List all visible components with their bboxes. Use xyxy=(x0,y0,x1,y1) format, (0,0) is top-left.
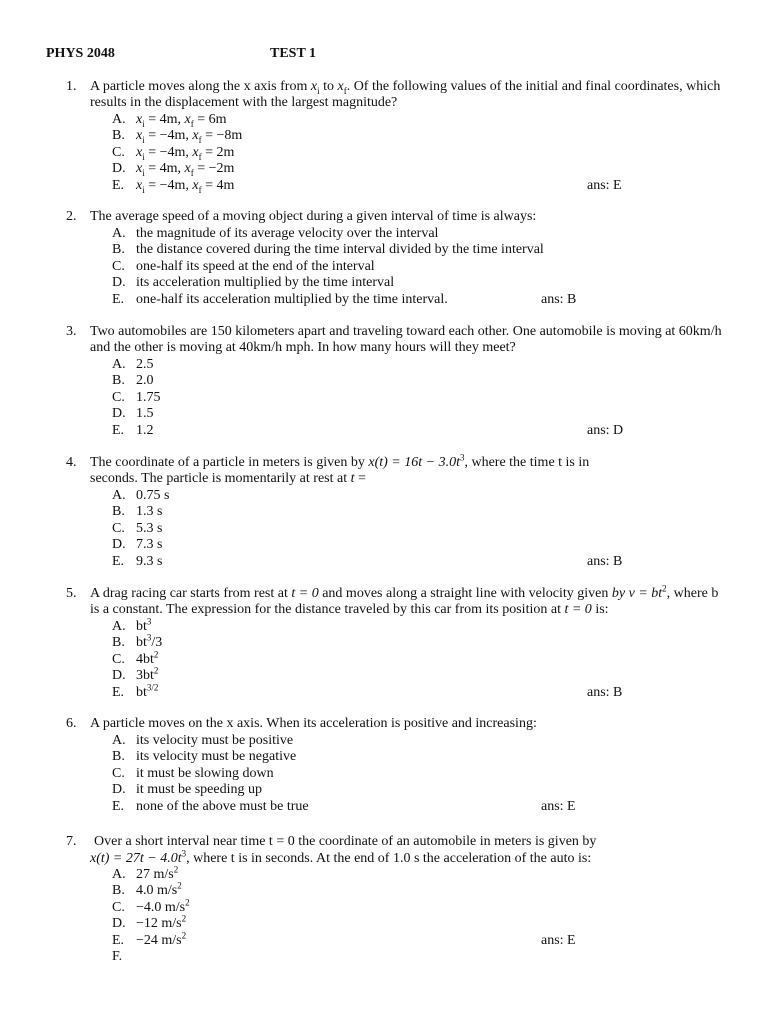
answer-key: ans: B xyxy=(541,291,577,307)
var-x: x xyxy=(136,144,143,160)
formula: t = 0 xyxy=(291,586,319,601)
answer-key: ans: B xyxy=(587,684,623,700)
option-text: 1.3 s xyxy=(136,504,163,520)
option-letter: B. xyxy=(112,883,125,899)
option-letter: E. xyxy=(112,798,125,814)
answer-key: ans: E xyxy=(541,932,576,948)
option-letter: C. xyxy=(112,144,125,160)
option-letter: C. xyxy=(112,520,125,536)
question-text-part: , where t is in seconds. At the end of 1.0 s the acceleration of the auto is: xyxy=(186,851,592,866)
exponent: 3 xyxy=(459,452,465,463)
option-text: its velocity must be negative xyxy=(136,749,297,765)
option-letter: E. xyxy=(112,932,125,948)
question-text xyxy=(90,79,730,112)
option-letter: C. xyxy=(112,258,125,274)
option-text xyxy=(136,112,227,128)
var-x: x xyxy=(184,161,191,177)
option-text: 7.3 s xyxy=(136,537,163,553)
value: bt xyxy=(136,635,147,651)
option-text: the distance covered during the time interval divided by the time interval xyxy=(136,242,544,258)
question-text-part: , where the time t is in seconds. The particle is momentarily at rest at xyxy=(90,455,590,487)
exponent: 2 xyxy=(177,880,182,891)
question-text: The average speed of a moving object during a given interval of time is always: xyxy=(90,209,537,224)
option-letter: B. xyxy=(112,242,125,258)
option-text xyxy=(136,161,234,177)
question-text-part: = xyxy=(354,471,366,487)
question-text-part: is: xyxy=(591,602,609,618)
subscript-i: i xyxy=(142,167,145,178)
value: = 6m xyxy=(193,112,227,127)
option-letter: F. xyxy=(112,948,123,964)
option-letter: D. xyxy=(112,537,126,553)
option-letter: D. xyxy=(112,406,126,422)
option-text: 1.2 xyxy=(136,422,154,438)
subscript-f: f xyxy=(198,135,202,146)
question-text xyxy=(90,583,730,619)
exponent: 3 xyxy=(146,616,152,627)
option-letter: E. xyxy=(112,553,125,569)
option-letter: C. xyxy=(112,651,125,667)
var-x: x xyxy=(337,79,344,94)
question-text-line-2 xyxy=(90,848,730,867)
exponent: 3 xyxy=(181,848,187,859)
subscript-i: i xyxy=(142,151,145,162)
option-text: its velocity must be positive xyxy=(136,733,294,748)
option-letter: A. xyxy=(112,733,126,748)
option-text: 1.75 xyxy=(136,389,161,405)
option-text xyxy=(136,145,234,161)
test-title: TEST 1 xyxy=(270,46,317,61)
option-letter: D. xyxy=(112,275,126,291)
question-number: 4. xyxy=(66,455,77,470)
page-header xyxy=(46,46,726,64)
option-text xyxy=(136,929,187,949)
value: 4bt xyxy=(136,651,154,667)
option-text xyxy=(136,178,234,194)
option-text: 9.3 s xyxy=(136,553,163,569)
question-text xyxy=(90,452,600,488)
option-letter: B. xyxy=(112,128,125,144)
exponent: 2 xyxy=(662,583,667,594)
option-text: it must be slowing down xyxy=(136,765,274,781)
option-letter: E. xyxy=(112,684,125,700)
question-number: 5. xyxy=(66,586,77,601)
answer-key: ans: D xyxy=(587,422,624,438)
option-text: 5.3 s xyxy=(136,520,163,536)
option-text xyxy=(136,681,159,701)
option-letter: E. xyxy=(112,177,125,193)
option-letter: C. xyxy=(112,389,125,405)
exponent: 2 xyxy=(181,929,187,940)
answer-key: ans: B xyxy=(587,553,623,569)
option-letter: B. xyxy=(112,635,125,651)
subscript-f: f xyxy=(198,184,202,195)
question-text: Over a short interval near time t = 0 the coordinate of an automobile in meters is given by xyxy=(94,834,597,849)
value: = 4m xyxy=(201,177,235,193)
value: bt xyxy=(136,619,147,634)
var-x: x xyxy=(136,128,143,144)
question-text-part: . Of the following values of the initial and final coordinates, which results in the displacement with the largest magnitude? xyxy=(90,79,721,111)
var-x: x xyxy=(192,177,199,193)
option-text: 2.0 xyxy=(136,373,154,389)
option-letter: D. xyxy=(112,916,126,932)
value: = 2m xyxy=(201,144,235,160)
option-letter: B. xyxy=(112,373,125,389)
exponent: 2 xyxy=(181,913,187,924)
exponent: 2 xyxy=(153,665,159,676)
value: = 4m, xyxy=(144,112,185,127)
var-x: x xyxy=(192,128,199,144)
question-number: 6. xyxy=(66,716,77,731)
subscript-i: i xyxy=(142,184,145,195)
option-text: 2.5 xyxy=(136,357,154,372)
subscript-i: i xyxy=(317,85,320,96)
var-x: x xyxy=(136,112,143,127)
question-number: 7. xyxy=(66,834,77,849)
exponent: 3/2 xyxy=(146,681,159,692)
option-letter: B. xyxy=(112,749,125,765)
option-text xyxy=(136,864,179,883)
option-text: none of the above must be true xyxy=(136,798,309,814)
exponent: 2 xyxy=(153,649,159,660)
option-letter: B. xyxy=(112,504,125,520)
option-text: the magnitude of its average velocity over the interval xyxy=(136,226,439,241)
exponent: 2 xyxy=(185,897,190,908)
var-x: x xyxy=(310,79,318,94)
value: 3bt xyxy=(136,668,154,684)
subscript-i: i xyxy=(142,118,145,129)
answer-key: ans: E xyxy=(541,798,576,814)
exponent: 3 xyxy=(146,632,152,643)
var-x: x xyxy=(184,112,191,127)
option-letter: D. xyxy=(112,782,126,798)
option-text: 0.75 s xyxy=(136,488,170,503)
value: = −2m xyxy=(193,161,235,177)
value: bt xyxy=(136,684,147,700)
option-letter: A. xyxy=(112,488,126,503)
var-x: x xyxy=(136,177,143,193)
option-letter: A. xyxy=(112,112,126,127)
subscript-f: f xyxy=(190,167,194,178)
answer-key: ans: E xyxy=(587,177,622,193)
value: = −4m, xyxy=(144,144,193,160)
value: −4.0 m/s xyxy=(136,899,186,915)
subscript-f: f xyxy=(343,85,347,96)
question-number: 2. xyxy=(66,209,77,224)
option-letter: A. xyxy=(112,357,126,372)
formula: x(t) = 16t − 3.0t xyxy=(368,455,460,470)
question-text-part: and moves along a straight line with velocity given xyxy=(318,586,612,601)
var-x: x xyxy=(136,161,143,177)
option-text xyxy=(136,880,182,899)
option-text: one-half its speed at the end of the interval xyxy=(136,258,375,274)
value: = −4m, xyxy=(144,177,193,193)
subscript-f: f xyxy=(198,151,202,162)
option-text: one-half its acceleration multiplied by the time interval. xyxy=(136,291,448,307)
formula: by v = bt xyxy=(611,586,663,601)
subscript-i: i xyxy=(142,135,145,146)
option-text: it must be speeding up xyxy=(136,782,262,798)
option-letter: D. xyxy=(112,668,126,684)
option-letter: A. xyxy=(112,619,126,634)
subscript-f: f xyxy=(190,118,194,129)
value: 4.0 m/s xyxy=(136,883,178,899)
value: −24 m/s xyxy=(136,932,182,948)
option-letter: A. xyxy=(112,226,126,241)
question-text-part: , where b is a constant. The expression for the distance traveled by this car from its position at xyxy=(90,586,719,618)
option-letter: E. xyxy=(112,291,125,307)
value: /3 xyxy=(151,635,163,651)
question-number: 3. xyxy=(66,324,77,339)
formula: t = 0 xyxy=(564,602,592,618)
question-text-part: A particle moves along the x axis from xyxy=(90,79,311,94)
var-t: t xyxy=(350,471,355,487)
exponent: 2 xyxy=(173,864,179,875)
value: = 4m, xyxy=(144,161,185,177)
option-letter: C. xyxy=(112,765,125,781)
var-x: x xyxy=(192,144,199,160)
value: 27 m/s xyxy=(136,867,174,882)
question-text: Two automobiles are 150 kilometers apart and traveling toward each other. One automobile is moving at 60km/h and the other is moving at 40km/h mph. In how many hours will they meet? xyxy=(90,324,722,356)
question-number: 1. xyxy=(66,79,77,94)
option-text: 1.5 xyxy=(136,406,154,422)
option-letter: A. xyxy=(112,867,126,882)
value: = −8m xyxy=(201,128,243,144)
value: = −4m, xyxy=(144,128,193,144)
course-code: PHYS 2048 xyxy=(46,46,115,61)
question-text: A particle moves on the x axis. When its acceleration is positive and increasing: xyxy=(90,716,537,731)
option-letter: C. xyxy=(112,899,125,915)
option-letter: E. xyxy=(112,422,125,438)
value: −12 m/s xyxy=(136,916,182,932)
formula: x(t) = 27t − 4.0t xyxy=(90,851,182,866)
question-text-part: The coordinate of a particle in meters is given by xyxy=(90,455,369,470)
option-text: its acceleration multiplied by the time interval xyxy=(136,275,395,291)
option-letter: D. xyxy=(112,161,126,177)
question-text-part: A drag racing car starts from rest at xyxy=(90,586,292,601)
option-text xyxy=(136,913,187,932)
option-text xyxy=(136,128,242,144)
question-text-part: to xyxy=(319,79,338,94)
